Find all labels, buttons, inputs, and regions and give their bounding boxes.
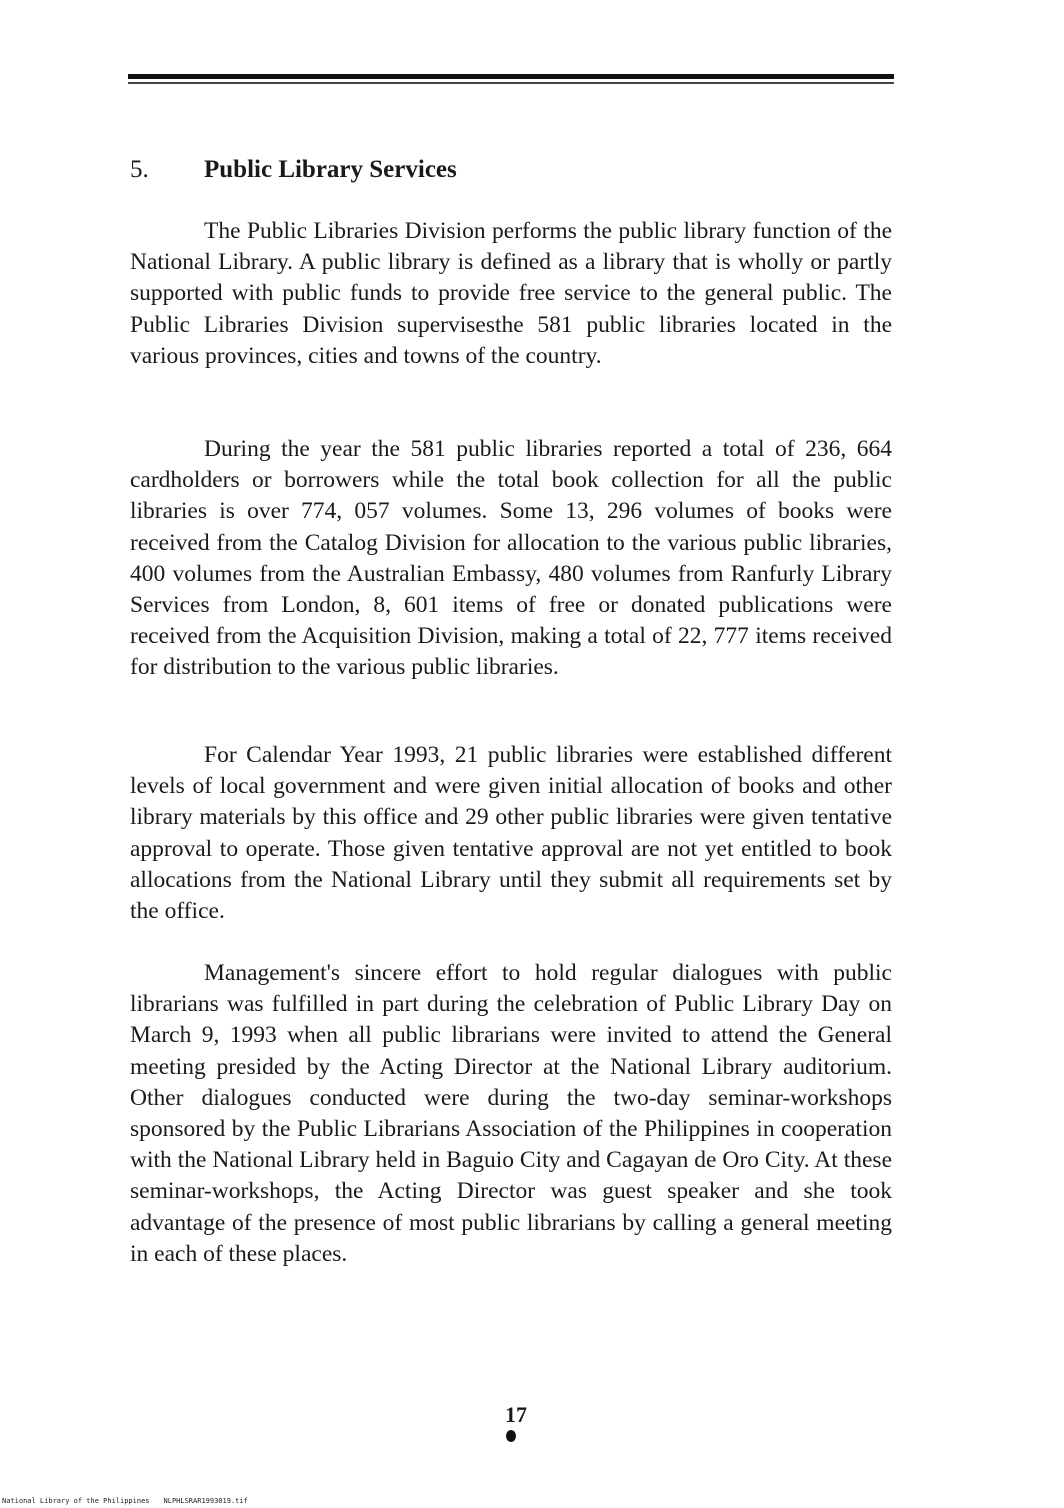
section-heading — [130, 152, 890, 188]
section-number: 5. — [130, 156, 149, 183]
header-rule-thin — [128, 82, 894, 84]
paragraph-4: Management's sincere effort to hold regular dialogues with public librarians was fulfilled in part during the celebration of Public Library Day on March 9, 1993 when all public librarians were invited to attend the General meeting presided by the Acting Director at the National Library auditorium. Other dialogues conducted were during the two-day seminar-workshops sponsored by the Public Librarians Association of the Philippines in cooperation with the National Library held in Baguio City and Cagayan de Oro City. At these seminar-workshops, the Acting Director was guest speaker and she took advantage of the presence of most public librarians by calling a general meeting in each of these places. — [130, 960, 892, 1267]
page-number: 17 — [505, 1402, 527, 1427]
page-mark — [506, 1430, 516, 1442]
header-rule — [128, 74, 894, 79]
footer-file: NLPHLSRAR1993019.tif — [163, 1497, 248, 1505]
paragraph-1: The Public Libraries Division performs the public library function of the National Library. A public library is defined as a library that is wholly or partly supported with public funds to provide free service to the general public. The Public Libraries Division supervisesthe 581 public libraries located in the various provinces, cities and towns of the country. — [130, 218, 892, 369]
footer-source: National Library of the Philippines — [2, 1497, 150, 1505]
section-title: Public Library Services — [204, 156, 457, 183]
paragraph-3: For Calendar Year 1993, 21 public libraries were established different levels of local government and were given initial allocation of books and other library materials by this office and 29 other public libraries were given tentative approval to operate. Those given tentative approval are not yet entitled to book allocations from the National Library until they submit all requirements set by the office. — [130, 742, 892, 925]
scan-footer — [2, 1497, 402, 1506]
paragraph-2: During the year the 581 public libraries reported a total of 236, 664 cardholders or borrowers while the total book collection for all the public libraries is over 774, 057 volumes. Some 13, 296 volumes of books were received from the Catalog Division for allocation to the various public libraries, 400 volumes from the Australian Embassy, 480 volumes from Ranfurly Library Services from London, 8, 601 items of free or donated publications were received from the Acquisition Division, making a total of 22, 777 items received for distribution to the various public libraries. — [130, 436, 892, 681]
